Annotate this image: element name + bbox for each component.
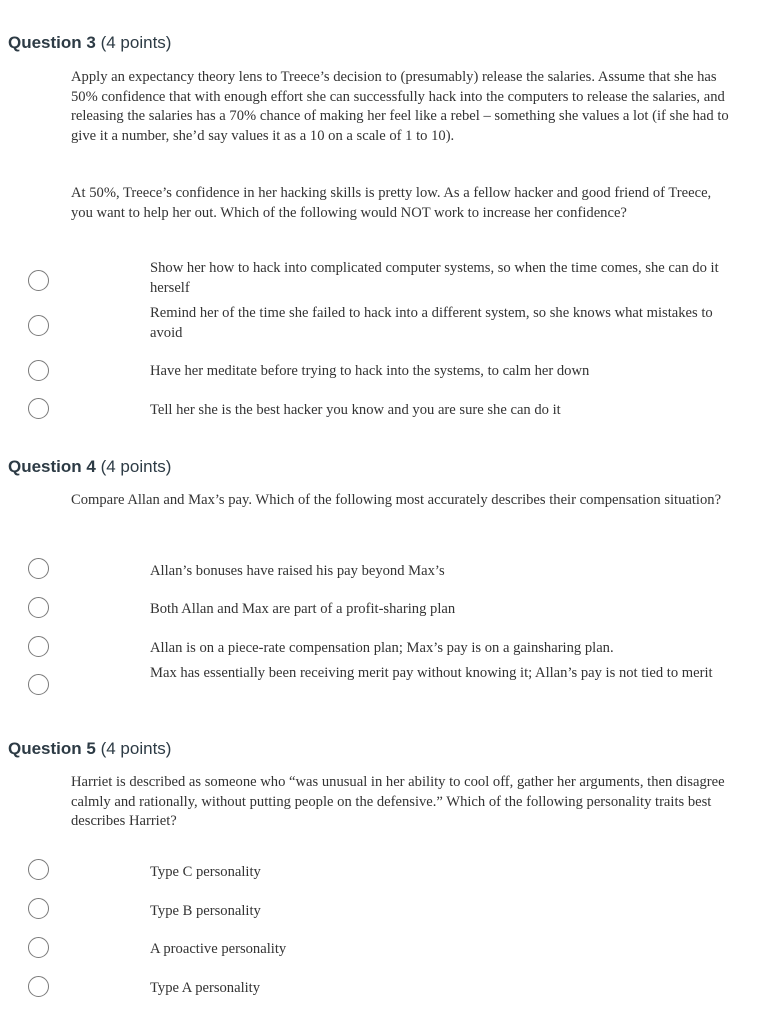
question-points: (4 points) xyxy=(100,739,172,758)
radio-button[interactable] xyxy=(28,558,49,579)
answer-text[interactable]: Have her meditate before trying to hack into the systems, to calm her down xyxy=(150,363,590,379)
question-header xyxy=(8,739,171,759)
question-paragraph: Apply an expectancy theory lens to Treece’s decision to (presumably) release the salaries. Assume that she has 50% confidence that with enough effort she can successfully hack into the computers to release the salaries, and releasing the salaries has a 70% chance of making her feel like a rebel – something she values a lot (if she had to give it a number, she’d say values it as a 10 on a scale of 1 to 10). xyxy=(71,69,729,144)
question-paragraph: Compare Allan and Max’s pay. Which of the following most accurately describes their compensation situation? xyxy=(71,492,722,508)
radio-button[interactable] xyxy=(28,597,49,618)
radio-button[interactable] xyxy=(28,937,49,958)
answer-text[interactable]: Tell her she is the best hacker you know and you are sure she can do it xyxy=(150,402,561,418)
answer-text[interactable]: Type C personality xyxy=(150,864,261,880)
question-header xyxy=(8,33,171,53)
question-header xyxy=(8,457,171,477)
question-points: (4 points) xyxy=(100,457,172,476)
radio-button[interactable] xyxy=(28,636,49,657)
question-title: Question 3 xyxy=(8,33,96,52)
question-title: Question 5 xyxy=(8,739,96,758)
answer-text[interactable]: Type A personality xyxy=(150,980,261,996)
radio-button[interactable] xyxy=(28,315,49,336)
radio-button[interactable] xyxy=(28,859,49,880)
radio-button[interactable] xyxy=(28,674,49,695)
radio-button[interactable] xyxy=(28,270,49,291)
radio-button[interactable] xyxy=(28,976,49,997)
answer-text[interactable]: Show her how to hack into complicated computer systems, so when the time comes, she can do it herself xyxy=(150,260,719,296)
question-paragraph: At 50%, Treece’s confidence in her hacking skills is pretty low. As a fellow hacker and good friend of Treece, you want to help her out. Which of the following would NOT work to increase her confidence? xyxy=(71,185,712,221)
question-title: Question 4 xyxy=(8,457,96,476)
question-points: (4 points) xyxy=(100,33,172,52)
answer-text[interactable]: Max has essentially been receiving merit pay without knowing it; Allan’s pay is not tied to merit xyxy=(150,665,713,681)
answer-text[interactable]: Type B personality xyxy=(150,903,261,919)
answer-text[interactable]: Both Allan and Max are part of a profit-sharing plan xyxy=(150,601,456,617)
answer-text[interactable]: Allan’s bonuses have raised his pay beyond Max’s xyxy=(150,563,445,579)
answer-text[interactable]: A proactive personality xyxy=(150,941,287,957)
radio-button[interactable] xyxy=(28,360,49,381)
radio-button[interactable] xyxy=(28,398,49,419)
answer-text[interactable]: Allan is on a piece-rate compensation plan; Max’s pay is on a gainsharing plan. xyxy=(150,640,614,656)
answer-text[interactable]: Remind her of the time she failed to hack into a different system, so she knows what mistakes to avoid xyxy=(150,305,713,341)
question-3-prompt-2 xyxy=(71,184,729,223)
question-5-prompt xyxy=(71,773,729,832)
radio-button[interactable] xyxy=(28,898,49,919)
question-4-prompt xyxy=(71,491,729,511)
question-paragraph: Harriet is described as someone who “was unusual in her ability to cool off, gather her arguments, then disagree calmly and rationally, without putting people on the defensive.” Which of the following personality traits best describes Harriet? xyxy=(71,774,725,829)
question-3-prompt xyxy=(71,68,729,146)
